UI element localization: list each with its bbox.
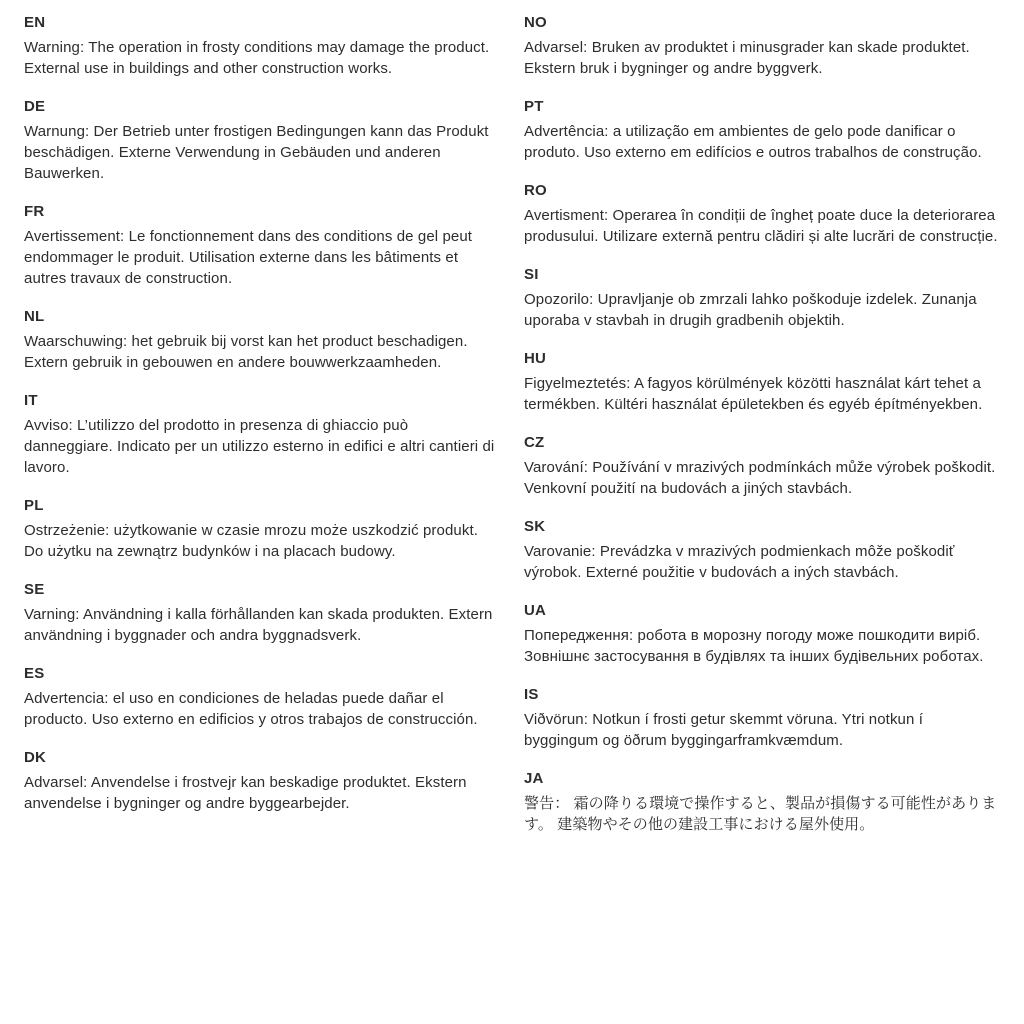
warning-column-right: [524, 13, 1000, 853]
warning-entry: [524, 181, 1000, 247]
warning-text: Figyelmeztetés: A fagyos körülmények közötti használat kárt tehet a termékben. Kültéri használat épületekben és egyéb építményekben.: [524, 375, 983, 413]
warning-entry: [24, 307, 500, 373]
language-code: RO: [524, 182, 547, 199]
language-code: IS: [524, 686, 539, 703]
warning-text: Varovanie: Prevádzka v mrazivých podmienkach môže poškodiť výrobok. Externé použitie v budovách a iných stavbách.: [524, 543, 955, 581]
warning-text: Попередження: робота в морозну погоду може пошкодити виріб. Зовнішнє застосування в будівлях та інших будівельних роботах.: [524, 627, 984, 665]
language-code: SK: [524, 518, 546, 535]
warning-text: Advertência: a utilização em ambientes de gelo pode danificar o produto. Uso externo em edifícios e outros trabalhos de construção.: [524, 123, 982, 161]
language-code: DK: [24, 749, 47, 766]
warning-text: Avviso: L’utilizzo del prodotto in presenza di ghiaccio può danneggiare. Indicato per un utilizzo esterno in edifici e altri cantieri di lavoro.: [24, 417, 495, 476]
warning-text: Advarsel: Anvendelse i frostvejr kan beskadige produktet. Ekstern anvendelse i bygninger og andre byggearbejder.: [24, 774, 467, 812]
warning-text: Varování: Používání v mrazivých podmínkách může výrobek poškodit. Venkovní použití na budovách a jiných stavbách.: [524, 459, 996, 497]
warning-entry: [524, 769, 1000, 835]
language-code: PL: [24, 497, 44, 514]
warning-entry: [524, 601, 1000, 667]
language-code: ES: [24, 665, 45, 682]
language-code: FR: [24, 203, 45, 220]
warning-text: Opozorilo: Upravljanje ob zmrzali lahko poškoduje izdelek. Zunanja uporaba v stavbah in drugih gradbenih objektih.: [524, 291, 977, 329]
warning-entry: [24, 202, 500, 289]
warning-entry: [524, 265, 1000, 331]
warning-text: Advertencia: el uso en condiciones de heladas puede dañar el producto. Uso externo en edificios y otros trabajos de construcción.: [24, 690, 478, 728]
language-code: NO: [524, 14, 547, 31]
language-code: EN: [24, 14, 46, 31]
warning-entry: [524, 433, 1000, 499]
language-code: IT: [24, 392, 38, 409]
warning-entry: [24, 748, 500, 814]
warning-entry: [24, 391, 500, 478]
warning-text: Varning: Användning i kalla förhållanden kan skada produkten. Extern användning i byggnader och andra byggnadsverk.: [24, 606, 493, 644]
language-code: SI: [524, 266, 539, 283]
warning-entry: [524, 349, 1000, 415]
language-code: SE: [24, 581, 45, 598]
warning-text: 警告： 霜の降りる環境で操作すると、製品が損傷する可能性があります。 建築物やその他の建設工事における屋外使用。: [524, 795, 997, 833]
warning-entry: [24, 97, 500, 184]
language-code: HU: [524, 350, 547, 367]
warning-text: Avertissement: Le fonctionnement dans des conditions de gel peut endommager le produit. Utilisation externe dans les bâtiments et autres travaux de construction.: [24, 228, 473, 287]
warning-text: Waarschuwing: het gebruik bij vorst kan het product beschadigen. Extern gebruik in gebouwen en andere bouwwerkzaamheden.: [24, 333, 468, 371]
language-code: UA: [524, 602, 547, 619]
warning-entry: [24, 580, 500, 646]
warning-text: Avertisment: Operarea în condiții de îngheț poate duce la deteriorarea produsului. Utilizare externă pentru clădiri și alte lucrări de construcție.: [524, 207, 998, 245]
warning-column-left: [24, 13, 500, 853]
language-code: NL: [24, 308, 45, 325]
warning-entry: [24, 496, 500, 562]
warning-text: Viðvörun: Notkun í frosti getur skemmt vöruna. Ytri notkun í byggingum og öðrum byggingarframkvæmdum.: [524, 711, 923, 749]
warning-entry: [524, 13, 1000, 79]
language-code: PT: [524, 98, 544, 115]
warning-entry: [524, 685, 1000, 751]
warning-entry: [24, 664, 500, 730]
language-code: CZ: [524, 434, 545, 451]
warning-entry: [524, 97, 1000, 163]
warning-text: Warnung: Der Betrieb unter frostigen Bedingungen kann das Produkt beschädigen. Externe Verwendung in Gebäuden und anderen Bauwerken.: [24, 123, 489, 182]
warning-entry: [524, 517, 1000, 583]
language-code: DE: [24, 98, 46, 115]
warning-text: Advarsel: Bruken av produktet i minusgrader kan skade produktet. Ekstern bruk i bygninger og andre byggverk.: [524, 39, 970, 77]
warning-entry: [24, 13, 500, 79]
language-code: JA: [524, 770, 544, 787]
warning-text: Ostrzeżenie: użytkowanie w czasie mrozu może uszkodzić produkt. Do użytku na zewnątrz budynków i na placach budowy.: [24, 522, 478, 560]
warning-text: Warning: The operation in frosty conditions may damage the product. External use in buildings and other construction works.: [24, 39, 490, 77]
